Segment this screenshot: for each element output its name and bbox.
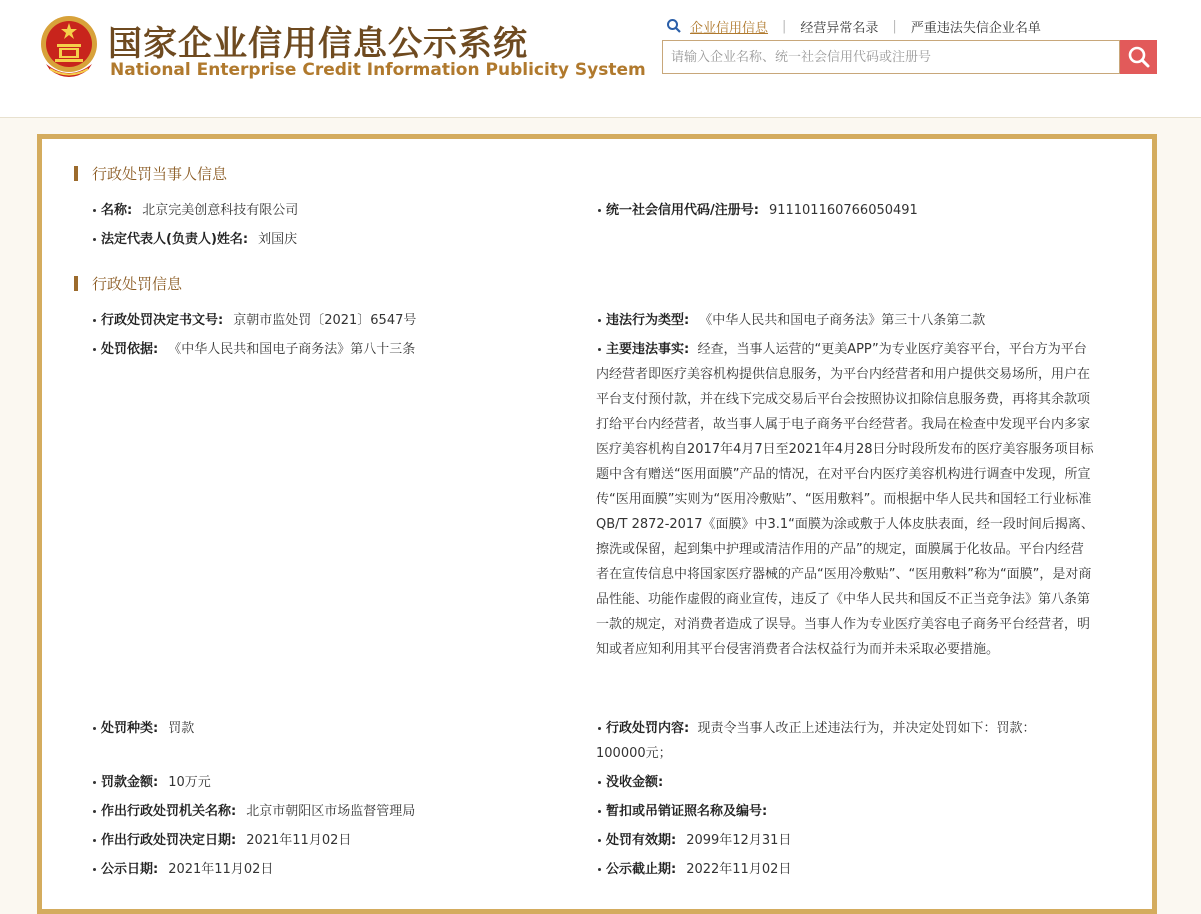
section-title-penalty: 行政处罚信息 [74, 274, 182, 294]
field-penalty-content: 行政处罚内容: 现责令当事人改正上述违法行为，并决定处罚如下：罚款：100000元； [596, 721, 1036, 761]
nav-link-enterprise-credit[interactable]: 企业信用信息 [690, 20, 769, 36]
search-box [662, 40, 1120, 74]
section-title-party: 行政处罚当事人信息 [74, 164, 227, 184]
national-emblem-icon [38, 14, 100, 80]
search-button[interactable] [1120, 40, 1157, 74]
nav-link-serious-violation-list[interactable]: 严重违法失信企业名单 [910, 20, 1041, 36]
nav-separator: | [892, 18, 897, 34]
field-fine-amount: 罚款金额: 10万元 [101, 770, 211, 795]
search-input[interactable] [663, 41, 1119, 73]
field-credit-code: 统一社会信用代码/注册号: 911101160766050491 [606, 198, 918, 223]
field-authority: 作出行政处罚机关名称: 北京市朝阳区市场监督管理局 [101, 799, 415, 824]
field-penalty-validity: 处罚有效期: 2099年12月31日 [606, 828, 791, 853]
field-violation-type: 违法行为类型: 《中华人民共和国电子商务法》第三十八条第二款 [606, 308, 985, 333]
site-header [0, 0, 1201, 118]
field-legal-representative: 法定代表人(负责人)姓名: 刘国庆 [101, 227, 297, 252]
field-decision-date: 作出行政处罚决定日期: 2021年11月02日 [101, 828, 351, 853]
field-publish-end-date: 公示截止期: 2022年11月02日 [606, 857, 791, 882]
top-nav [666, 17, 1041, 35]
nav-separator: | [782, 18, 787, 34]
nav-link-abnormal-list[interactable]: 经营异常名录 [800, 20, 879, 36]
field-license-suspension: 暂扣或吊销证照名称及编号: [606, 799, 777, 824]
search-icon [1127, 45, 1151, 69]
detail-panel [37, 134, 1157, 914]
field-confiscation-amount: 没收金额: [606, 770, 673, 795]
search-icon [666, 18, 682, 34]
field-penalty-basis: 处罚依据: 《中华人民共和国电子商务法》第八十三条 [101, 337, 415, 362]
field-decision-doc-no: 行政处罚决定书文号: 京朝市监处罚〔2021〕6547号 [101, 308, 416, 333]
site-title-cn: 国家企业信用信息公示系统 [108, 24, 528, 64]
field-name: 名称: 北京完美创意科技有限公司 [101, 198, 298, 223]
site-title-en: National Enterprise Credit Information Publicity System [110, 60, 646, 80]
field-publish-date: 公示日期: 2021年11月02日 [101, 857, 273, 882]
field-penalty-kind: 处罚种类: 罚款 [101, 716, 194, 741]
field-main-facts: 主要违法事实: 经查，当事人运营的“更美APP”为专业医疗美容平台，平台方为平台内经营者即医疗美容机构提供信息服务，为平台内经营者和用户提供交易场所，用户在平台支付预付款，并在线下完成交易后平台会按照协议扣除信息服务费，再将其余款项打给平台内经营者，故当事人属于电子商务平台经营者。我局在检查中发现平台内多家医疗美容机构自2017年4月7日至2021年4月28日分时段所发布的医疗美容服务项目标题中含有赠送“医用面膜”产品的情况，在对平台内医疗美容机构进行调查中发现，所宣传“医用面膜”实则为“医用冷敷贴”、“医用敷料”。而根据中华人民共和国轻工行业标准QB/T 2872-2017《面膜》中3.1“面膜为涂或敷于人体皮肤表面，经一段时间后揭离、擦洗或保留，起到集中护理或清洁作用的产品”的规定，面膜属于化妆品。平台内经营者在宣传信息中将国家医疗器械的产品“医用冷敷贴”、“医用敷料”称为“面膜”，是对商品性能、功能作虚假的商业宣传，违反了《中华人民共和国反不正当竞争法》第八条第一款的规定，对消费者造成了误导。当事人作为专业医疗美容电子商务平台经营者，明知或者应知利用其平台侵害消费者合法权益行为而并未采取必要措施。 [596, 342, 1094, 657]
